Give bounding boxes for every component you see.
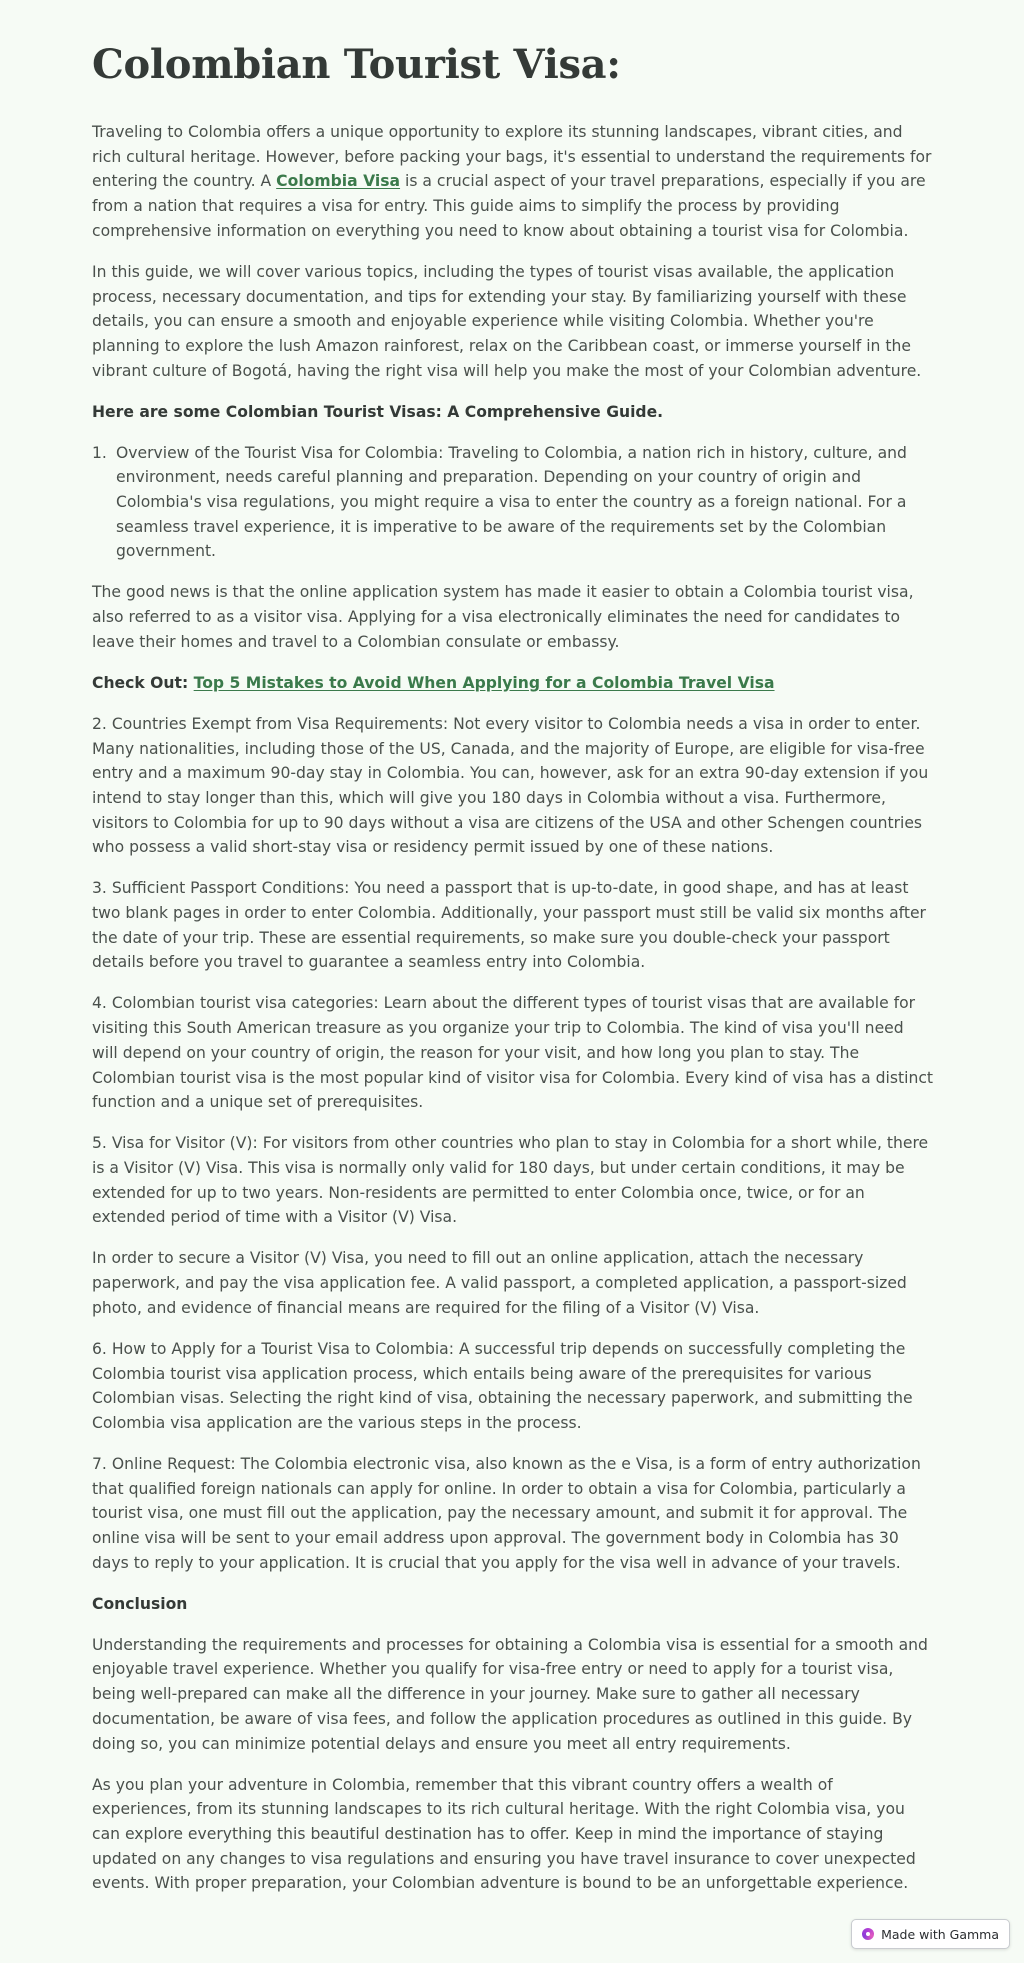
list-item-number: 1.: [92, 443, 107, 462]
guide-paragraph: In this guide, we will cover various topics, including the types of tourist visas available, the application process, necessary documentation, and tips for extending your stay. By familiarizing yourself with these details, you can ensure a smooth and enjoyable experience while visiting Colombia. Whether you're planning to explore the lush Amazon rainforest, relax on the Caribbean coast, or immerse yourself in the vibrant culture of Bogotá, having the right visa will help you make the most of your Colombian adventure.: [92, 262, 922, 380]
made-with-gamma-button[interactable]: [851, 1919, 1010, 1949]
section-5b-paragraph: In order to secure a Visitor (V) Visa, you need to fill out an online application, attach the necessary paperwork, and pay the visa application fee. A valid passport, a completed application, a passport-sized photo, and evidence of financial means are required for the filing of a Visitor (V) Visa.: [92, 1249, 907, 1317]
check-out-line: [92, 671, 934, 696]
intro-paragraph: [92, 120, 934, 244]
list-item: [92, 441, 934, 565]
page-title: Colombian Tourist Visa:: [92, 41, 621, 88]
made-with-gamma-label: Made with Gamma: [881, 1926, 999, 1942]
conclusion-paragraph-2: As you plan your adventure in Colombia, remember that this vibrant country offers a wealth of experiences, from its stunning landscapes to its rich cultural heritage. With the right Colombia visa, you can explore everything this beautiful destination has to offer. Keep in mind the importance of staying updated on any changes to visa regulations and ensuring you have travel insurance to cover unexpected events. With proper preparation, your Colombian adventure is bound to be an unforgettable experience.: [92, 1775, 916, 1893]
document-page: [92, 36, 934, 1912]
section-3-paragraph: 3. Sufficient Passport Conditions: You need a passport that is up-to-date, in good shape, and has at least two blank pages in order to enter Colombia. Additionally, your passport must still be valid six months after the date of your trip. These are essential requirements, so make sure you double-check your passport details before you travel to guarantee a seamless entry into Colombia.: [92, 879, 926, 972]
conclusion-heading: Conclusion: [92, 1594, 188, 1613]
good-news-paragraph: The good news is that the online application system has made it easier to obtain a Colombia tourist visa, also referred to as a visitor visa. Applying for a visa electronically eliminates the need for candidates to leave their homes and travel to a Colombian consulate or embassy.: [92, 583, 914, 651]
section-7-paragraph: 7. Online Request: The Colombia electronic visa, also known as the e Visa, is a form of entry authorization that qualified foreign nationals can apply for online. In order to obtain a visa for Colombia, particularly a tourist visa, one must fill out the application, pay the necessary amount, and submit it for approval. The online visa will be sent to your email address upon approval. The government body in Colombia has 30 days to reply to your application. It is crucial that you apply for the visa well in advance of your travels.: [92, 1454, 921, 1572]
check-out-label: Check Out:: [92, 673, 194, 692]
intro-text-after: is a crucial aspect of your travel preparations, especially if you are from a nation that requires a visa for entry. This guide aims to simplify the process by providing comprehensive information on everything you need to know about obtaining a tourist visa for Colombia.: [92, 172, 926, 240]
conclusion-paragraph-1: Understanding the requirements and processes for obtaining a Colombia visa is essential for a smooth and enjoyable travel experience. Whether you qualify for visa-free entry or need to apply for a tourist visa, being well-prepared can make all the difference in your journey. Make sure to gather all necessary documentation, be aware of visa fees, and follow the application procedures as outlined in this guide. By doing so, you can minimize potential delays and ensure you meet all entry requirements.: [92, 1635, 928, 1753]
section-4-paragraph: 4. Colombian tourist visa categories: Learn about the different types of tourist visas that are available for visiting this South American treasure as you organize your trip to Colombia. The kind of visa you'll need will depend on your country of origin, the reason for your visit, and how long you plan to stay. The Colombian tourist visa is the most popular kind of visitor visa for Colombia. Every kind of visa has a distinct function and a unique set of prerequisites.: [92, 994, 934, 1112]
section-5-paragraph: 5. Visa for Visitor (V): For visitors from other countries who plan to stay in Colombia for a short while, there is a Visitor (V) Visa. This visa is normally only valid for 180 days, but under certain conditions, it may be extended for up to two years. Non-residents are permitted to enter Colombia once, twice, or for an extended period of time with a Visitor (V) Visa.: [92, 1134, 929, 1227]
section-2-paragraph: 2. Countries Exempt from Visa Requirements: Not every visitor to Colombia needs a visa in order to enter. Many nationalities, including those of the US, Canada, and the majority of Europe, are eligible for visa-free entry and a maximum 90-day stay in Colombia. You can, however, ask for an extra 90-day extension if you intend to stay longer than this, which will give you 180 days in Colombia without a visa. Furthermore, visitors to Colombia for up to 90 days without a visa are citizens of the USA and other Schengen countries who possess a valid short-stay visa or residency permit issued by one of these nations.: [92, 714, 929, 857]
colombia-visa-link[interactable]: Colombia Visa: [276, 172, 401, 191]
gamma-logo-icon: [862, 1928, 874, 1940]
guide-heading: Here are some Colombian Tourist Visas: A Comprehensive Guide.: [92, 402, 664, 421]
numbered-list: [92, 441, 934, 565]
intro-text-before: Traveling to Colombia offers a unique opportunity to explore its stunning landscapes, vibrant cities, and rich cultural heritage. However, before packing your bags, it's essential to understand the requirements for entering the country. A: [92, 123, 932, 191]
section-6-paragraph: 6. How to Apply for a Tourist Visa to Colombia: A successful trip depends on successfully completing the Colombia tourist visa application process, which entails being aware of the prerequisites for various Colombian visas. Selecting the right kind of visa, obtaining the necessary paperwork, and submitting the Colombia visa application are the various steps in the process.: [92, 1339, 913, 1432]
list-item-text: Overview of the Tourist Visa for Colombia: Traveling to Colombia, a nation rich in history, culture, and environment, needs careful planning and preparation. Depending on your country of origin and Colombia's visa regulations, you might require a visa to enter the country as a foreign national. For a seamless travel experience, it is imperative to be aware of the requirements set by the Colombian government.: [116, 443, 907, 561]
top-mistakes-link[interactable]: Top 5 Mistakes to Avoid When Applying for a Colombia Travel Visa: [193, 673, 775, 692]
